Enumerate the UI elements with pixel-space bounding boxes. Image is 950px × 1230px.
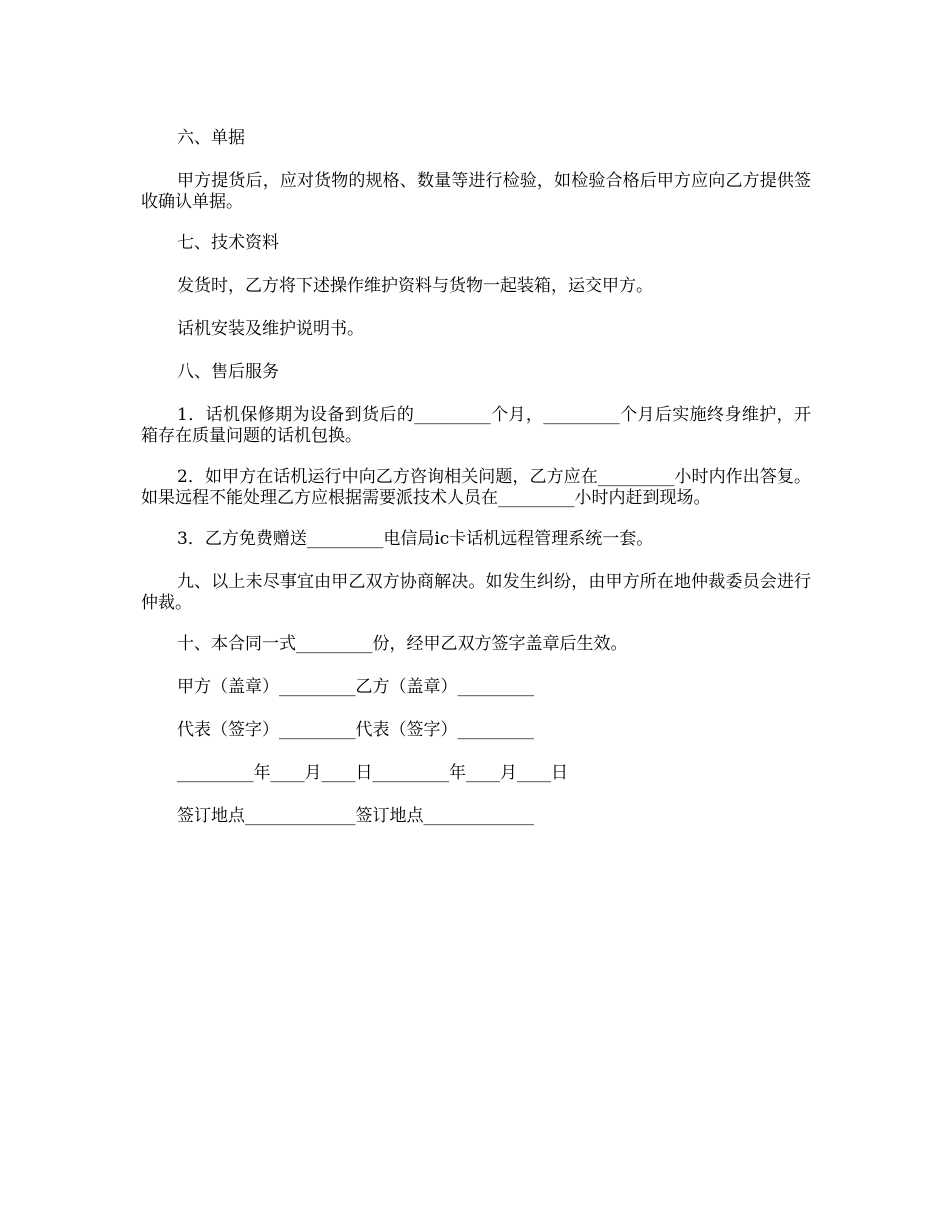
- section-heading-technical-data: 七、技术资料: [177, 233, 279, 253]
- document-page: [141, 128, 811, 849]
- manual-paragraph: 话机安装及维护说明书。: [177, 319, 364, 339]
- section-heading-after-sales: 八、售后服务: [177, 362, 279, 382]
- documents-paragraph: 甲方提货后，应对货物的规格、数量等进行检验，如检验合格后甲方应向乙方提供签收确认单据。: [141, 171, 811, 212]
- dispute-clause-paragraph: 九、以上未尽事宜由甲乙双方协商解决。如发生纠纷，由甲方所在地仲裁委员会进行仲裁。: [141, 572, 811, 613]
- representative-signature-line: 代表（签字）_________代表（签字）_________: [177, 720, 534, 740]
- party-seal-line: 甲方（盖章）_________乙方（盖章）_________: [177, 677, 534, 697]
- contract-copies-paragraph: 十、本合同一式_________份，经甲乙双方签字盖章后生效。: [177, 634, 628, 654]
- section-heading-documents: 六、单据: [177, 128, 245, 148]
- warranty-paragraph: 1．话机保修期为设备到货后的_________个月，_________个月后实施终身维护，开箱存在质量问题的话机包换。: [141, 405, 811, 446]
- shipping-paragraph: 发货时，乙方将下述操作维护资料与货物一起装箱，运交甲方。: [177, 276, 653, 296]
- date-line: _________年____月____日_________年____月____日: [177, 763, 568, 783]
- support-response-paragraph: 2．如甲方在话机运行中向乙方咨询相关问题，乙方应在_________小时内作出答复。如果远程不能处理乙方应根据需要派技术人员在_________小时内赶到现场。: [141, 467, 811, 508]
- signing-place-line: 签订地点_____________签订地点_____________: [177, 806, 534, 826]
- free-system-paragraph: 3．乙方免费赠送_________电信局ic卡话机远程管理系统一套。: [177, 529, 654, 549]
